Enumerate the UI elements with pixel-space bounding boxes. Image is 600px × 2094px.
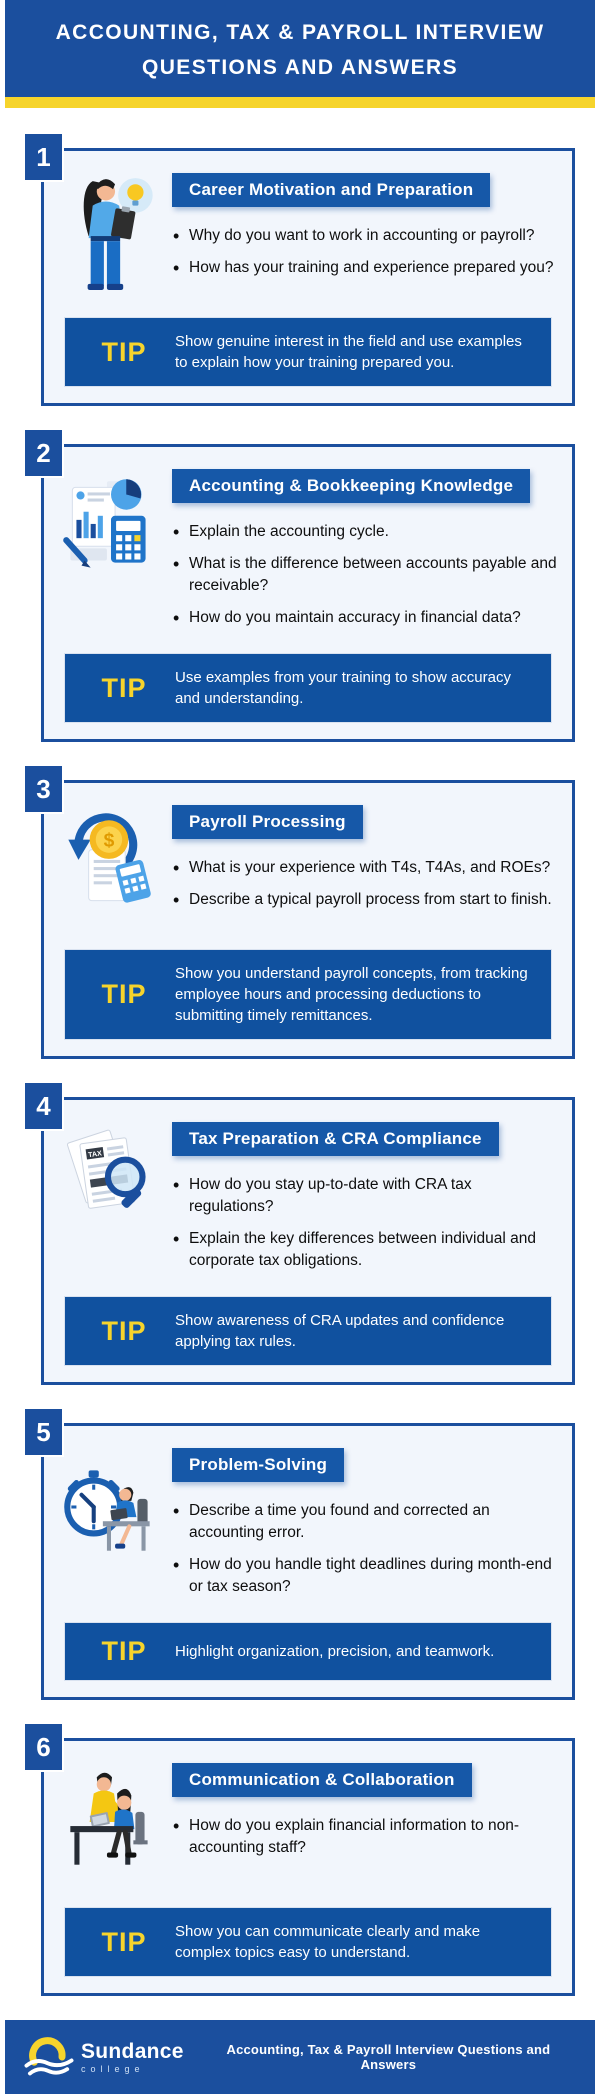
stopwatch-worker-laptop-illustration	[62, 1446, 160, 1568]
question-card	[41, 148, 575, 406]
question-card	[41, 780, 575, 1059]
coin-refresh-document-calculator-illustration	[62, 803, 160, 925]
section-tax-compliance	[25, 1083, 575, 1385]
sun-waves-icon	[23, 2032, 75, 2082]
section-number-badge: 2	[25, 430, 62, 476]
tip-label: TIP	[101, 979, 147, 1010]
section-payroll-processing	[25, 766, 575, 1059]
question-item: • Describe a time you found and corrected an accounting error.	[172, 1500, 558, 1544]
sundance-college-logo	[23, 2032, 184, 2082]
logo-name: Sundance	[81, 2039, 184, 2063]
section-number-badge: 1	[25, 134, 62, 180]
footer-tagline: Accounting, Tax & Payroll Interview Questions and Answers	[226, 2042, 551, 2073]
question-item: • How do you maintain accuracy in financial data?	[172, 607, 558, 629]
question-list	[172, 521, 558, 629]
content-area	[5, 108, 595, 2020]
question-item: • Explain the key differences between individual and corporate tax obligations.	[172, 1228, 558, 1272]
section-title: Problem-Solving	[172, 1448, 344, 1482]
tip-text: Show you can communicate clearly and make complex topics easy to understand.	[175, 1923, 481, 1962]
section-title: Payroll Processing	[172, 805, 363, 839]
header-banner	[5, 0, 595, 97]
section-number-badge: 5	[25, 1409, 62, 1455]
section-title: Career Motivation and Preparation	[172, 173, 490, 207]
logo-subtitle: college	[81, 2063, 145, 2074]
woman-clipboard-lightbulb-illustration	[62, 171, 160, 293]
question-list	[172, 1500, 558, 1598]
two-people-desk-laptop-illustration	[62, 1761, 160, 1883]
footer-bar	[5, 2020, 595, 2094]
question-item: • Why do you want to work in accounting or payroll?	[172, 225, 558, 247]
tip-box	[64, 1907, 552, 1977]
question-item: • What is the difference between accounts payable and receivable?	[172, 553, 558, 597]
question-item: • Explain the accounting cycle.	[172, 521, 558, 543]
tip-text: Show genuine interest in the field and use examples to explain how your training prepared you.	[175, 333, 522, 372]
yellow-divider	[5, 97, 595, 108]
question-card	[41, 444, 575, 742]
section-number-badge: 4	[25, 1083, 62, 1129]
tip-text: Show you understand payroll concepts, from tracking employee hours and processing deductions to submitting timely remittances.	[175, 965, 528, 1025]
question-item: • Describe a typical payroll process from start to finish.	[172, 889, 558, 911]
question-list	[172, 1815, 558, 1859]
tip-label: TIP	[101, 336, 147, 367]
section-communication	[25, 1724, 575, 1996]
question-list	[172, 1174, 558, 1272]
tip-text: Show awareness of CRA updates and confidence applying tax rules.	[175, 1312, 505, 1351]
section-number-badge: 6	[25, 1724, 62, 1770]
question-list	[172, 225, 558, 279]
page-title: ACCOUNTING, TAX & PAYROLL INTERVIEW QUESTIONS AND ANSWERS	[55, 21, 545, 79]
tip-text: Highlight organization, precision, and teamwork.	[175, 1643, 495, 1661]
tip-box	[64, 653, 552, 723]
tip-box	[64, 949, 552, 1040]
section-career-motivation	[25, 134, 575, 406]
section-problem-solving	[25, 1409, 575, 1700]
question-item: • How do you stay up-to-date with CRA tax regulations?	[172, 1174, 558, 1218]
tip-box	[64, 1296, 552, 1366]
question-item: • How do you handle tight deadlines during month-end or tax season?	[172, 1554, 558, 1598]
question-card	[41, 1738, 575, 1996]
section-accounting-knowledge	[25, 430, 575, 742]
section-title: Accounting & Bookkeeping Knowledge	[172, 469, 530, 503]
tip-label: TIP	[101, 1636, 147, 1667]
section-number-badge: 3	[25, 766, 62, 812]
question-list	[172, 857, 558, 911]
coin-dollar-glyph: $	[103, 830, 115, 852]
question-item: • How do you explain financial information to non-accounting staff?	[172, 1815, 558, 1859]
charts-calculator-pen-illustration	[62, 467, 160, 589]
question-item: • What is your experience with T4s, T4As, and ROEs?	[172, 857, 558, 879]
question-card	[41, 1097, 575, 1385]
question-card	[41, 1423, 575, 1700]
section-title: Tax Preparation & CRA Compliance	[172, 1122, 499, 1156]
tip-label: TIP	[101, 672, 147, 703]
question-item: • How has your training and experience prepared you?	[172, 257, 558, 279]
section-title: Communication & Collaboration	[172, 1763, 472, 1797]
tip-box	[64, 317, 552, 387]
tip-text: Use examples from your training to show accuracy and understanding.	[175, 669, 511, 708]
tax-label-glyph: TAX	[87, 1149, 103, 1160]
tip-label: TIP	[101, 1926, 147, 1957]
tip-box	[64, 1622, 552, 1681]
tax-documents-magnifier-illustration	[62, 1120, 160, 1242]
tip-label: TIP	[101, 1315, 147, 1346]
